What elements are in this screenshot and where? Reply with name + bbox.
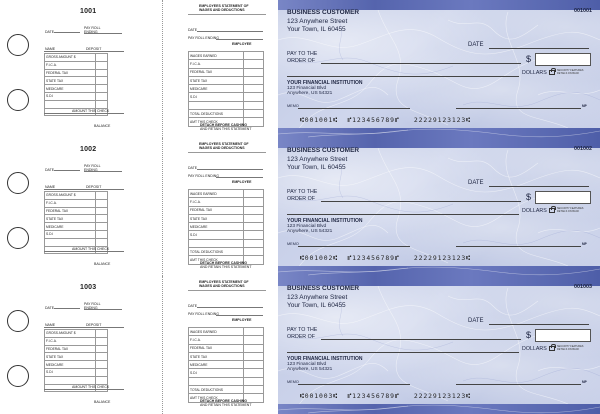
amount-box[interactable] [535,329,591,342]
customer-name: BUSINESS CUSTOMER [287,147,360,154]
written-amount-field[interactable] [287,76,519,77]
statement-row-label: TOTAL DEDUCTIONS [189,248,244,256]
bank-address-line2: Anywhere, US 54321 [287,91,333,96]
retain-notice: AND RETAIN THIS STATEMENT [200,265,252,269]
statement-row-label: S.D.I [189,231,244,239]
detach-notice: DETACH BEFORE CASHING [200,399,247,403]
dollar-sign: $ [526,54,532,64]
check-bottom-band [278,404,600,414]
stub-table-row [45,345,108,353]
statement-row-label: F.I.C.A. [189,336,244,344]
statement-employee-label: EMPLOYEE [232,42,252,46]
statement-row-label: MEDICARE [189,85,244,93]
statement-row-amount[interactable] [244,352,264,360]
check-date-label: DATE [468,180,484,186]
stub-payroll-label: PAY ROLL ENDING [84,26,101,34]
stub-row-amount[interactable] [96,85,108,93]
check-bottom-band [278,266,600,276]
band-pattern [278,266,600,276]
statement-row-label: AMT THIS CHECK [189,256,244,264]
stub-number: 1003 [80,284,97,291]
padlock-icon [549,346,555,351]
check-bottom-band [278,128,600,138]
binder-hole [7,172,29,194]
stub-table-row [45,207,108,215]
written-amount-field[interactable] [287,352,519,353]
stub-row-label: S.D.I [45,230,96,238]
dollar-sign: $ [526,192,532,202]
statement-row-amount[interactable] [244,52,264,60]
dollars-label: DOLLARS [522,208,547,214]
stub-deductions-table [44,329,108,392]
stub-balance-label: BALANCE [94,124,111,128]
pay-to-label: PAY TO THE ORDER OF [287,189,318,202]
stub-row-label: F.I.C.A. [45,337,96,345]
check-number: 001002 [574,146,592,152]
memo-field[interactable] [298,108,410,109]
statement-payroll-label: PAY ROLL ENDING [188,36,219,40]
stub-row-amount[interactable] [96,207,108,215]
statement-row-amount[interactable] [244,85,264,93]
stub-amount-check-label: AMOUNT THIS CHECK [72,109,110,113]
statement-row-amount[interactable] [244,231,264,239]
stub-deposit-label: DEPOSIT [86,185,102,189]
statement-row-label: FEDERAL TAX [189,206,244,214]
stub-name-field[interactable] [44,189,124,190]
statement-table-row [189,344,264,352]
stub-row-amount[interactable] [96,368,108,376]
stub-row-label: MEDICARE [45,223,96,231]
dollars-label: DOLLARS [522,70,547,76]
stub-amount-field[interactable] [44,389,124,390]
stub-row-amount[interactable] [96,192,108,200]
check-stub [40,276,124,414]
stub-table-row [45,92,108,100]
bank-name: YOUR FINANCIAL INSTITUTION [287,218,363,224]
perforation-line [162,138,163,276]
retain-notice: AND RETAIN THIS STATEMENT [200,403,252,407]
stub-row-label: S.D.I [45,368,96,376]
statement-row-label: MEDICARE [189,361,244,369]
statement-row-label: FEDERAL TAX [189,68,244,76]
statement-row-label: FEDERAL TAX [189,344,244,352]
statement-table-row [189,206,264,214]
memo-field[interactable] [298,246,410,247]
stub-payroll-label: PAY ROLL ENDING [84,302,101,310]
stub-table-row [45,330,108,338]
statement-row-label: F.I.C.A. [189,60,244,68]
check-number: 001003 [574,284,592,290]
bank-name: YOUR FINANCIAL INSTITUTION [287,356,363,362]
written-amount-field[interactable] [287,214,519,215]
bank-address-line2: Anywhere, US 54321 [287,367,333,372]
check-row-2 [0,138,600,276]
amount-box[interactable] [535,53,591,66]
customer-address-line2: Your Town, IL 60455 [287,164,346,171]
statement-row-amount[interactable] [244,223,264,231]
padlock-icon [549,208,555,213]
stub-row-label: FEDERAL TAX [45,69,96,77]
statement-table-row [189,190,264,198]
statement-row-label: STATE TAX [189,76,244,84]
statement-row-amount[interactable] [244,328,264,336]
stub-name-label: NAME [45,47,56,51]
customer-name: BUSINESS CUSTOMER [287,285,360,292]
perforation-line [162,276,163,414]
memo-field[interactable] [298,384,410,385]
check-date-label: DATE [468,42,484,48]
statement-wages-table [188,189,264,265]
statement-row-label: WAGES EARNED [189,52,244,60]
statement-payroll-field[interactable] [216,39,263,40]
stub-table-row [45,77,108,85]
statement-row-label: STATE TAX [189,352,244,360]
statement-row-label: S.D.I [189,369,244,377]
stub-payroll-field[interactable] [84,171,122,172]
stub-date-label: DATE [45,168,55,172]
stub-table-row [45,337,108,345]
stub-name-field[interactable] [44,51,124,52]
statement-heading-rule [188,152,266,153]
statement-row-amount[interactable] [244,93,264,101]
amount-box[interactable] [535,191,591,204]
detach-notice: DETACH BEFORE CASHING [200,123,247,127]
stub-table-row [45,223,108,231]
employee-statement [184,276,268,414]
statement-payroll-label: PAY ROLL ENDING [188,174,219,178]
bank-name: YOUR FINANCIAL INSTITUTION [287,80,363,86]
statement-date-label: DATE [188,304,198,308]
statement-row-label: AMT THIS CHECK [189,118,244,126]
binder-hole [7,89,29,111]
statement-date-field[interactable] [197,169,263,170]
check-stub [40,138,124,276]
stub-balance-label: BALANCE [94,262,111,266]
security-features-label: SECURITY FEATURES DETAILS ON BACK [557,69,584,75]
customer-address-line1: 123 Anywhere Street [287,18,348,25]
statement-row-label [189,377,244,385]
stub-number: 1002 [80,146,97,153]
stub-row-label: STATE TAX [45,77,96,85]
statement-employee-label: EMPLOYEE [232,180,252,184]
stub-table-row [45,61,108,69]
stub-row-label: GROSS AMOUNT $ [45,192,96,200]
band-pattern [278,128,600,138]
stub-table-row [45,361,108,369]
stub-payroll-field[interactable] [84,309,122,310]
bank-address-line2: Anywhere, US 54321 [287,229,333,234]
band-pattern [278,404,600,414]
stub-date-label: DATE [45,306,55,310]
stub-payroll-label: PAY ROLL ENDING [84,164,101,172]
security-features-label: SECURITY FEATURES DETAILS ON BACK [557,345,584,351]
stub-table-row [45,69,108,77]
stub-date-field[interactable] [54,32,80,33]
perforation-line [162,0,163,138]
statement-date-label: DATE [188,166,198,170]
bank-address-line1: 123 Financial Blvd [287,362,327,367]
stub-date-field[interactable] [54,170,80,171]
statement-row-amount[interactable] [244,60,264,68]
customer-address-line2: Your Town, IL 60455 [287,26,346,33]
stub-table-row [45,368,108,376]
stub-row-label: F.I.C.A. [45,61,96,69]
stub-date-field[interactable] [54,308,80,309]
statement-table-row [189,239,264,247]
statement-table-row [189,386,264,394]
bank-address-line1: 123 Financial Blvd [287,224,327,229]
signature-field[interactable] [456,108,581,109]
customer-name: BUSINESS CUSTOMER [287,9,360,16]
statement-employee-label: EMPLOYEE [232,318,252,322]
statement-heading: EMPLOYEES STATEMENT OF WAGES AND DEDUCTIONS [199,280,249,288]
statement-table-row [189,60,264,68]
stub-row-amount[interactable] [96,345,108,353]
stub-row-label [45,100,96,108]
stub-row-label: GROSS AMOUNT $ [45,54,96,62]
statement-heading: EMPLOYEES STATEMENT OF WAGES AND DEDUCTIONS [199,4,249,12]
statement-row-amount[interactable] [244,377,264,385]
check-stub [40,0,124,138]
padlock-icon [549,70,555,75]
stub-row-label: STATE TAX [45,353,96,361]
stub-row-label [45,376,96,384]
statement-row-label: STATE TAX [189,214,244,222]
security-features-label: SECURITY FEATURES DETAILS ON BACK [557,207,584,213]
statement-date-field[interactable] [197,307,263,308]
stub-row-amount[interactable] [96,223,108,231]
payee-field[interactable] [321,201,521,202]
business-check [278,0,600,138]
statement-payroll-field[interactable] [216,177,263,178]
stub-number: 1001 [80,8,97,15]
statement-table-row [189,377,264,385]
bank-address-line1: 123 Financial Blvd [287,86,327,91]
statement-wages-table [188,51,264,127]
statement-row-label: MEDICARE [189,223,244,231]
statement-row-label [189,239,244,247]
statement-table-row [189,336,264,344]
signature-field[interactable] [456,246,581,247]
statement-payroll-field[interactable] [216,315,263,316]
statement-table-row [189,352,264,360]
memo-label: MEMO [287,380,299,384]
mp-security-mark: MP [582,104,587,108]
statement-row-label: TOTAL DEDUCTIONS [189,110,244,118]
statement-row-label: AMT THIS CHECK [189,394,244,402]
statement-table-row [189,248,264,256]
memo-label: MEMO [287,242,299,246]
customer-address-line2: Your Town, IL 60455 [287,302,346,309]
statement-row-amount[interactable] [244,190,264,198]
stub-name-label: NAME [45,185,56,189]
detach-notice: DETACH BEFORE CASHING [200,261,247,265]
mp-security-mark: MP [582,380,587,384]
statement-row-amount[interactable] [244,369,264,377]
statement-table-row [189,328,264,336]
stub-row-amount[interactable] [96,199,108,207]
statement-heading: EMPLOYEES STATEMENT OF WAGES AND DEDUCTIONS [199,142,249,150]
micr-line: ⑆001001⑆ ⑈123456789⑈ 22229123123⑆ [300,116,471,124]
stub-table-row [45,192,108,200]
stub-row-amount[interactable] [96,77,108,85]
stub-row-amount[interactable] [96,361,108,369]
statement-row-amount[interactable] [244,110,264,118]
statement-row-amount[interactable] [244,198,264,206]
pay-to-label: PAY TO THE ORDER OF [287,51,318,64]
statement-row-amount[interactable] [244,206,264,214]
stub-row-label: FEDERAL TAX [45,207,96,215]
stub-row-label: F.I.C.A. [45,199,96,207]
statement-wages-table [188,327,264,403]
stub-amount-field[interactable] [44,251,124,252]
stub-row-amount[interactable] [96,353,108,361]
statement-heading-rule [188,14,266,15]
stub-row-amount[interactable] [96,337,108,345]
customer-address-line1: 123 Anywhere Street [287,294,348,301]
statement-table-row [189,76,264,84]
memo-label: MEMO [287,104,299,108]
stub-row-label [45,238,96,246]
stub-row-amount[interactable] [96,100,108,108]
statement-row-amount[interactable] [244,239,264,247]
stub-row-amount[interactable] [96,238,108,246]
statement-row-label: WAGES EARNED [189,190,244,198]
dollars-label: DOLLARS [522,346,547,352]
statement-payroll-label: PAY ROLL ENDING [188,312,219,316]
stub-row-amount[interactable] [96,230,108,238]
stub-table-row [45,230,108,238]
statement-table-row [189,110,264,118]
statement-row-amount[interactable] [244,68,264,76]
stub-row-amount[interactable] [96,69,108,77]
payee-field[interactable] [321,63,521,64]
business-check [278,138,600,276]
statement-row-label [189,101,244,109]
stub-deposit-label: DEPOSIT [86,47,102,51]
statement-row-amount[interactable] [244,248,264,256]
check-date-field[interactable] [489,48,589,49]
check-row-3 [0,276,600,414]
statement-table-row [189,214,264,222]
micr-line: ⑆001002⑆ ⑈123456789⑈ 22229123123⑆ [300,254,471,262]
stub-table-row [45,85,108,93]
stub-name-field[interactable] [44,327,124,328]
statement-row-amount[interactable] [244,336,264,344]
statement-table-row [189,68,264,76]
stub-row-label: STATE TAX [45,215,96,223]
check-number: 001001 [574,8,592,14]
stub-table-row [45,199,108,207]
check-row-1 [0,0,600,138]
statement-table-row [189,198,264,206]
stub-row-amount[interactable] [96,54,108,62]
binder-hole [7,365,29,387]
customer-address-line1: 123 Anywhere Street [287,156,348,163]
statement-table-row [189,369,264,377]
statement-row-amount[interactable] [244,344,264,352]
binder-hole [7,310,29,332]
statement-date-field[interactable] [197,31,263,32]
stub-table-row [45,54,108,62]
mp-security-mark: MP [582,242,587,246]
statement-date-label: DATE [188,28,198,32]
statement-table-row [189,85,264,93]
stub-table-row [45,238,108,246]
stub-row-label: S.D.I [45,92,96,100]
stub-table-row [45,215,108,223]
stub-row-amount[interactable] [96,61,108,69]
statement-row-amount[interactable] [244,76,264,84]
stub-table-row [45,353,108,361]
statement-table-row [189,231,264,239]
statement-table-row [189,223,264,231]
stub-table-row [45,100,108,108]
statement-table-row [189,93,264,101]
payee-field[interactable] [321,339,521,340]
employee-statement [184,0,268,138]
stub-row-amount[interactable] [96,92,108,100]
check-date-field[interactable] [489,186,589,187]
statement-row-label: S.D.I [189,93,244,101]
retain-notice: AND RETAIN THIS STATEMENT [200,127,252,131]
stub-row-label: FEDERAL TAX [45,345,96,353]
business-check [278,276,600,414]
signature-field[interactable] [456,384,581,385]
stub-deductions-table [44,191,108,254]
dollar-sign: $ [526,330,532,340]
statement-table-row [189,101,264,109]
binder-hole [7,227,29,249]
stub-amount-check-label: AMOUNT THIS CHECK [72,385,110,389]
stub-row-label: MEDICARE [45,361,96,369]
statement-heading-rule [188,290,266,291]
stub-balance-label: BALANCE [94,400,111,404]
statement-row-amount[interactable] [244,101,264,109]
statement-table-row [189,361,264,369]
statement-row-label: TOTAL DEDUCTIONS [189,386,244,394]
stub-row-amount[interactable] [96,215,108,223]
stub-row-amount[interactable] [96,330,108,338]
micr-line: ⑆001003⑆ ⑈123456789⑈ 22229123123⑆ [300,392,471,400]
stub-row-label: GROSS AMOUNT $ [45,330,96,338]
binder-hole [7,34,29,56]
employee-statement [184,138,268,276]
check-date-label: DATE [468,318,484,324]
stub-table-row [45,376,108,384]
pay-to-label: PAY TO THE ORDER OF [287,327,318,340]
statement-row-amount[interactable] [244,214,264,222]
statement-table-row [189,52,264,60]
statement-row-amount[interactable] [244,386,264,394]
stub-name-label: NAME [45,323,56,327]
stub-date-label: DATE [45,30,55,34]
stub-deductions-table [44,53,108,116]
stub-amount-field[interactable] [44,113,124,114]
stub-row-amount[interactable] [96,376,108,384]
stub-payroll-field[interactable] [84,33,122,34]
stub-row-label: MEDICARE [45,85,96,93]
check-date-field[interactable] [489,324,589,325]
statement-row-amount[interactable] [244,361,264,369]
stub-deposit-label: DEPOSIT [86,323,102,327]
statement-row-label: WAGES EARNED [189,328,244,336]
statement-row-label: F.I.C.A. [189,198,244,206]
stub-amount-check-label: AMOUNT THIS CHECK [72,247,110,251]
